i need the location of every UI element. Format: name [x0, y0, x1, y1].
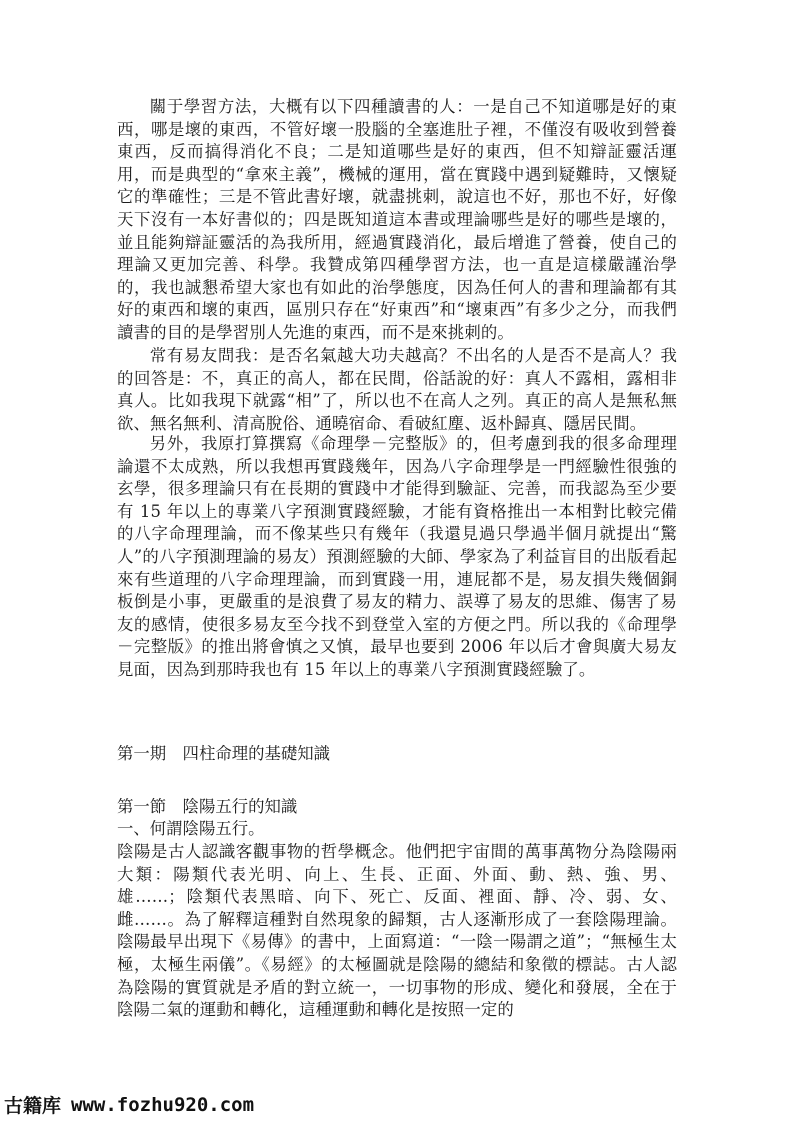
section-paragraph: 陰陽是古人認識客觀事物的哲學概念。他們把宇宙間的萬事萬物分為陰陽兩大類：陽類代表光明、向上、生長、正面、外面、動、熱、強、男、雄……；陰類代表黑暗、向下、死亡、反面、裡面、靜、冷、弱、女、雌……。為了解釋這種對自然現象的歸類，古人逐漸形成了一套陰陽理論。陰陽最早出現下《易傳》的書中，上面寫道：“一陰一陽謂之道”；“無極生太極，太極生兩儀”。《易經》的太極圖就是陰陽的總結和象徵的標誌。古人認為陰陽的實質就是矛盾的對立統一，一切事物的形成、變化和發展，全在于陰陽二氣的運動和轉化，這種運動和轉化是按照一定的 — [117, 842, 677, 1020]
watermark-footer — [0, 1087, 254, 1122]
site-url: www.fozhu920.com — [71, 1093, 255, 1116]
body-paragraph: 關于學習方法，大概有以下四種讀書的人：一是自己不知道哪是好的東西，哪是壞的東西，不管好壞一股腦的全塞進肚子裡，不僅沒有吸收到營養東西，反而搞得消化不良；二是知道哪些是好的東西，但不知辯証靈活運用，而是典型的“拿來主義”，機械的運用，當在實踐中遇到疑難時，又懷疑它的準確性；三是不管此書好壞，就盡挑刺，說這也不好，那也不好，好像天下沒有一本好書似的；四是既知道這本書或理論哪些是好的哪些是壞的，並且能夠辯証靈活的為我所用，經過實踐消化，最后增進了營養，使自己的理論又更加完善、科學。我贊成第四種學習方法，也一直是這樣嚴謹治學的，我也誠懇希望大家也有如此的治學態度，因為任何人的書和理論都有其好的東西和壞的東西，區別只存在“好東西”和“壞東西”有多少之分，而我們讀書的目的是學習別人先進的東西，而不是來挑刺的。 — [117, 97, 677, 342]
section-title: 第一節 陰陽五行的知識 — [117, 797, 298, 816]
body-paragraph: 另外，我原打算撰寫《命理學－完整版》的，但考慮到我的很多命理理論還不太成熟，所以我想再實踐幾年，因為八字命理學是一門經驗性很強的玄學，很多理論只有在長期的實踐中才能得到驗証、完善，而我認為至少要有 15 年以上的專業八字預測實踐經驗，才能有資格推出一本相對比較完備的八字命理理論，而不像某些只有幾年（我還見過只學過半個月就提出“驚人”的八字預測理論的易友）預測經驗的大師、學家為了利益盲目的出版看起來有些道理的八字命理理論，而到實踐一用，連屁都不是，易友損失幾個銅板倒是小事，更嚴重的是浪費了易友的精力、誤導了易友的思維、傷害了易友的感情，使很多易友至今找不到登堂入室的方便之門。所以我的《命理學－完整版》的推出將會慎之又慎，最早也要到 2006 年以后才會與廣大易友見面，因為到那時我也有 15 年以上的專業八字預測實踐經驗了。 — [117, 434, 677, 679]
site-name: 古籍库 — [4, 1095, 62, 1117]
subsection-title: 一、何謂陰陽五行。 — [117, 819, 265, 838]
body-paragraph: 常有易友問我：是否名氣越大功夫越高？不出名的人是否不是高人？我的回答是：不，真正的高人，都在民間，俗話說的好：真人不露相，露相非真人。比如我現下就露“相”了，所以也不在高人之列。真正的高人是無私無欲、無名無利、清高脫俗、通曉宿命、看破紅塵、返朴歸真、隱居民間。 — [117, 346, 677, 433]
chapter-title: 第一期 四柱命理的基礎知識 — [117, 744, 331, 763]
